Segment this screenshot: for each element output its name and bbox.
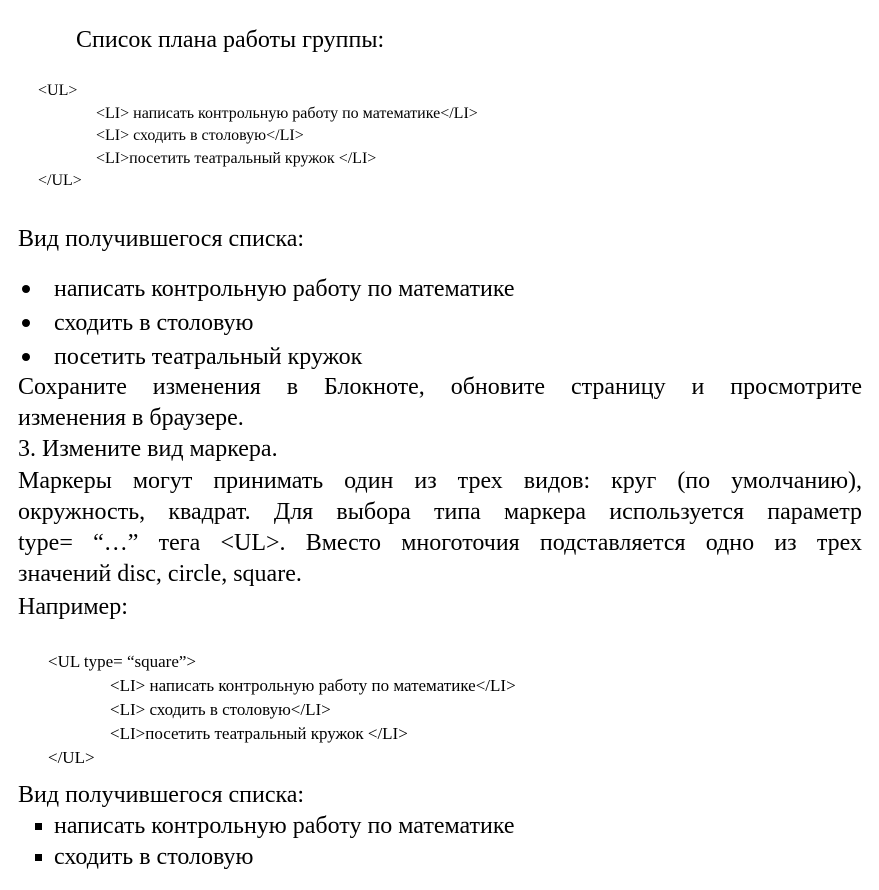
list-item [18, 340, 515, 374]
code-line-open: <UL> [38, 82, 78, 99]
list-item-text: посетить театральный кружок [54, 344, 363, 370]
code-line-item: <LI> сходить в столовую</LI> [96, 127, 304, 144]
code-line-item: <LI>посетить театральный кружок </LI> [96, 149, 377, 167]
markers-paragraph [18, 466, 862, 590]
code-line-close: </UL> [48, 748, 95, 767]
list-item [34, 811, 515, 842]
disc-marker-icon [22, 353, 30, 361]
paragraph-line: type= “…” тега <UL>. Вместо многоточия подставляется одно из трех [18, 530, 862, 556]
paragraph-line: окружность, квадрат. Для выбора типа маркера используется параметр [18, 499, 862, 525]
disc-marker-icon [22, 319, 30, 327]
step-heading: 3. Измените вид маркера. [18, 436, 278, 462]
code-example-ul-square [48, 650, 516, 770]
paragraph-line: Маркеры могут принимать один из трех видов: круг (по умолчанию), [18, 468, 862, 494]
code-line-item: <LI> сходить в столовую</LI> [110, 700, 331, 719]
list-item-text: написать контрольную работу по математике [54, 276, 515, 302]
code-example-ul [38, 80, 478, 193]
example-label: Например: [18, 594, 128, 620]
disc-marker-icon [22, 285, 30, 293]
square-marker-icon [35, 854, 42, 861]
paragraph-line: Сохраните изменения в Блокноте, обновите страницу и просмотрите [18, 374, 862, 400]
result-label: Вид получившегося списка: [18, 782, 305, 808]
paragraph-line: значений disc, circle, square. [18, 561, 302, 587]
list-item [34, 842, 515, 873]
square-marker-icon [35, 823, 42, 830]
code-line-item: <LI> написать контрольную работу по математике</LI> [110, 676, 516, 695]
code-line-item: <LI> написать контрольную работу по математике</LI> [96, 104, 478, 122]
code-line-close: </UL> [38, 172, 82, 189]
list-item [18, 306, 515, 340]
result-label: Вид получившегося списка: [18, 226, 305, 252]
list-item-text: сходить в столовую [54, 844, 254, 870]
page-title: Список плана работы группы: [76, 27, 385, 53]
code-line-item: <LI>посетить театральный кружок </LI> [110, 724, 408, 743]
code-line-open: <UL type= “square”> [48, 652, 197, 671]
list-item-text: написать контрольную работу по математике [54, 813, 515, 839]
list-item [18, 272, 515, 306]
square-list [34, 811, 515, 873]
disc-list [18, 272, 515, 374]
save-instructions-paragraph [18, 372, 862, 434]
paragraph-line: изменения в браузере. [18, 405, 244, 431]
list-item-text: сходить в столовую [54, 310, 254, 336]
